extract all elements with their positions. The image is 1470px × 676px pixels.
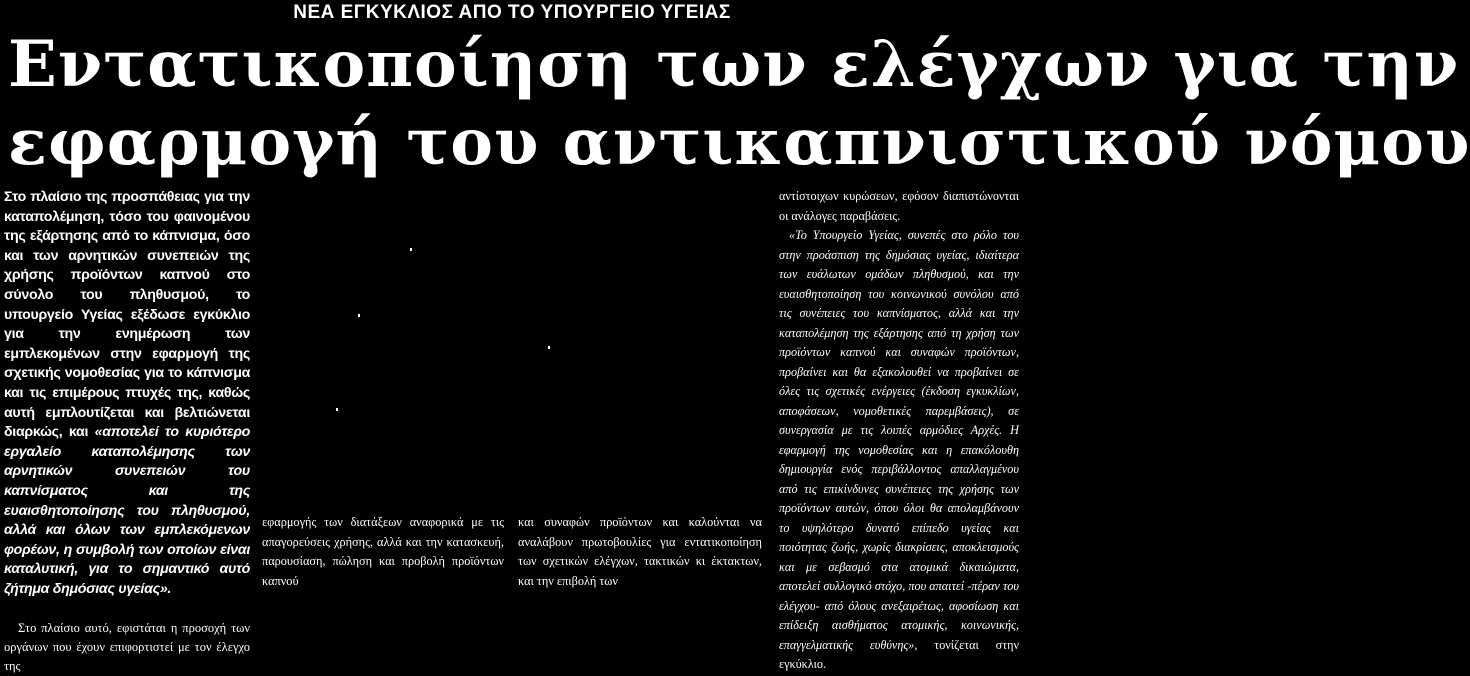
scan-speck: [548, 346, 550, 349]
article-kicker: ΝΕΑ ΕΓΚΥΚΛΙΟΣ ΑΠΟ ΤΟ ΥΠΟΥΡΓΕΙΟ ΥΓΕΙΑΣ: [293, 2, 731, 23]
column-2-text: εφαρμογής των διατάξεων αναφορικά με τις απαγορεύσεις χρήσης, αλλά και την κατασκευή, παρουσίαση, πώληση και προβολή προϊόντων καπνού: [262, 515, 504, 588]
scan-speck: [358, 314, 360, 317]
ministry-quote: «Το Υπουργείο Υγείας, συνεπές στο ρόλο του στην προάσπιση της δημόσιας υγείας, ιδιαίτερα των ευάλωτων ομάδων πληθυσμού, και την ευαισθητοποίηση του κοινωνικού συνόλου από τις συνέπειες του καπνίσματος, αλλά και την καταπολέμηση της εξάρτησης από τη χρήση των προϊόντων καπνού και συναφών προϊόντων, προβαίνει και θα εξακολουθεί να προβαίνει σε όλες τις σχετικές ενέργειες (έκδοση εγκυκλίων, αποφάσεων, νομοθετικές παρεμβάσεις), σε συνεργασία με τις λοιπές αρμόδιες Αρχές. Η εφαρμογή της νομοθεσίας και η επακόλουθη δημιουργία ενός περιβάλλοντος απαλλαγμένου από τις επικίνδυνες συνέπειες της χρήσης των προϊόντων αυτών, όπου όλοι θα απολαμβάνουν το υψηλότερο δυνατό επίπεδο υγείας και ποιότητας ζωής, χωρίς διακρίσεις, αποκλεισμούς και με σεβασμό στα ατομικά δικαιώματα, αποτελεί συλλογικό στόχο, που απαιτεί -πέραν του ελέγχου- από όλους ανεξαιρέτως, αφοσίωση και επίδειξη αισθήματος ατομικής, κοινωνικής, επαγγελματικής ευθύνης»: [779, 228, 1019, 652]
headline-line-1: Εντατικοποίηση των ελέγχων για την: [8, 27, 1460, 102]
scan-speck: [336, 408, 338, 411]
article-column-1: [4, 188, 250, 674]
article-column-2: [262, 513, 504, 588]
lead-quote: «αποτελεί το κυριότερο εργαλείο καταπολέμησης των αρνητικών συνεπειών του καπνίσματος και της ευαισθητοποίησης του πληθυσμού, αλλά και όλων των εμπλεκόμενων φορέων, η συμβολή των οποίων είναι καταλυτική, για το σημαντικό αυτό ζήτημα δημόσιας υγείας».: [4, 424, 250, 597]
column-4-intro: αντίστοιχων κυρώσεων, εφόσον διαπιστώνονται οι ανάλογες παραβάσεις.: [779, 189, 1019, 223]
scan-speck: [410, 248, 412, 251]
column-3-text: και συναφών προϊόντων και καλούνται να αναλάβουν πρωτοβουλίες για εντατικοποίηση των σχετικών ελέγχων, τακτικών κι έκτακτων, και την επιβολή των: [518, 515, 762, 588]
article-column-4: [779, 187, 1019, 671]
lead-paragraph: [4, 188, 250, 599]
column-4-quote-paragraph: [779, 226, 1019, 675]
article-column-3: [518, 513, 762, 588]
headline-line-2: εφαρμογή του αντικαπνιστικού νόμου: [8, 105, 1470, 180]
column-1-continuation: Στο πλαίσιο αυτό, εφιστάται η προσοχή των οργάνων που έχουν επιφορτιστεί με τον έλεγχο της: [4, 621, 250, 674]
quote-attribution: , τονίζεται στην εγκύκλιο.: [779, 637, 1019, 671]
lead-text: Στο πλαίσιο της προσπάθειας για την καταπολέμηση, τόσο του φαινομένου της εξάρτησης από το κάπνισμα, όσο και των αρνητικών συνεπειών της χρήσης προϊόντων καπνού στο σύνολο του πληθυσμού, το υπουργείο Υγείας εξέδωσε εγκύκλιο για την ενημέρωση των εμπλεκομένων στην εφαρμογή της σχετικής νομοθεσίας για το κάπνισμα και τις επιμέρους πτυχές της, καθώς αυτή εμπλουτίζεται και βελτιώνεται διαρκώς, και: [4, 189, 250, 441]
